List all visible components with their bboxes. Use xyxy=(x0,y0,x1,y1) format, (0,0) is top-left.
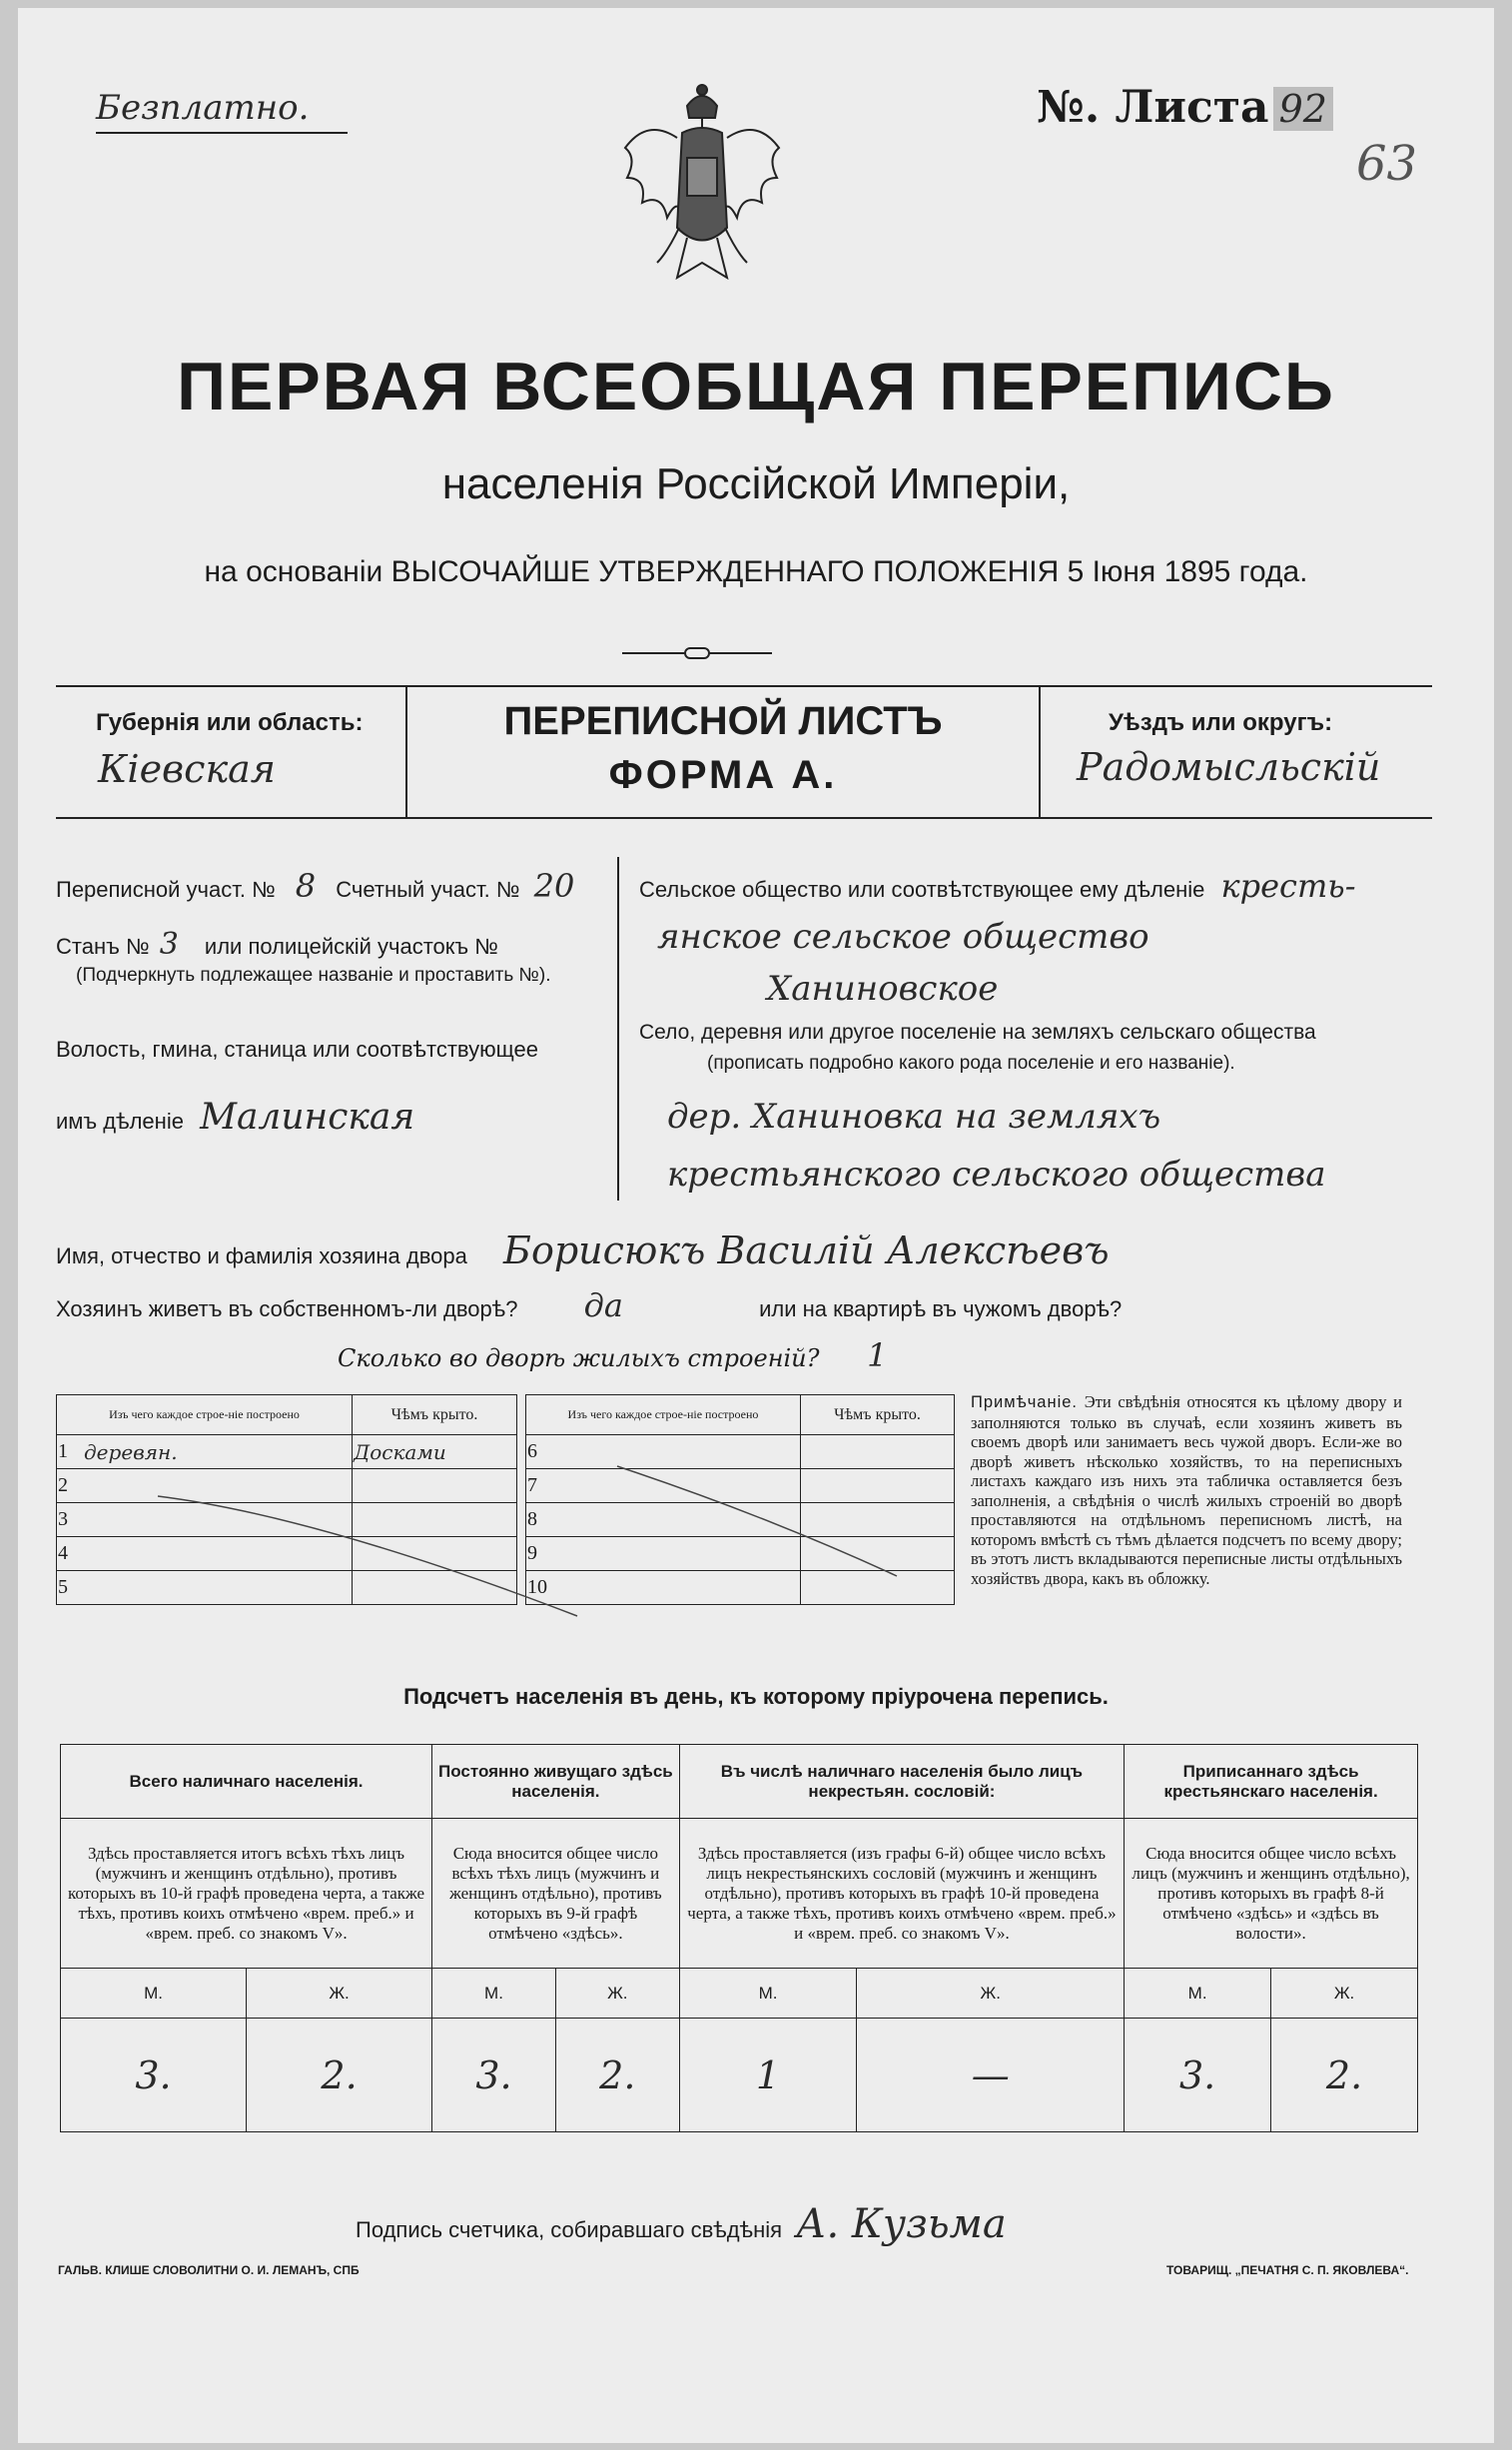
table-row-num: 10 xyxy=(526,1571,557,1605)
sheet-no-value: 92 xyxy=(1273,87,1333,131)
pop-col-title: Постоянно живущаго здѣсь населенія. xyxy=(432,1745,680,1819)
sheet-title: ПЕРЕПИСНОЙ ЛИСТЪ xyxy=(503,699,943,743)
pop-col-desc: Сюда вносится общее число всѣхъ тѣхъ лицъ (мужчинъ и женщинъ отдѣльно), противъ которыхъ въ 9-й графѣ отмѣчено «здѣсь». xyxy=(432,1819,680,1969)
uezd-label: Уѣздъ или округъ: xyxy=(1109,709,1333,736)
pop-value-f: — xyxy=(857,2019,1125,2132)
owner-own-value: да xyxy=(583,1286,623,1324)
table-row-num: 3 xyxy=(57,1503,84,1537)
stan-value: 3 xyxy=(159,927,179,962)
table-row-num: 1 xyxy=(57,1435,84,1469)
count-value: 20 xyxy=(533,867,575,905)
buildings-label: Сколько во дворѣ жилыхъ строеній? xyxy=(338,1344,820,1372)
m-label: М. xyxy=(679,1969,857,2019)
volost-label-2: имъ дѣленіе xyxy=(56,1109,184,1134)
village-value-2: крестьянского сельского общества xyxy=(667,1155,1326,1195)
census-subtitle: населенія Россійской Имперіи, xyxy=(441,459,1071,508)
table-cell-roof: Досками xyxy=(352,1435,516,1469)
free-label-underline xyxy=(96,132,348,134)
society-line xyxy=(639,867,1356,905)
pop-col-desc: Здѣсь проставляется (изъ графы 6-й) общее число всѣхъ лицъ некрестьянскихъ сословій (мужчинъ и женщинъ отдѣльно), противъ которыхъ въ графѣ 10-й проведена черта, а также тѣхъ, противъ коихъ отмѣчено «врем. преб.» и «врем. преб. со знакомъ V». xyxy=(679,1819,1124,1969)
cross-out-strokes xyxy=(118,1456,917,1626)
underline-note: (Подчеркнуть подлежащее названіе и проставить №). xyxy=(76,965,551,986)
pop-value-f: 2. xyxy=(555,2019,679,2132)
table-row-num: 8 xyxy=(526,1503,557,1537)
footer-right: ТОВАРИЩ. „ПЕЧАТНЯ С. П. ЯКОВЛЕВА“. xyxy=(1166,2263,1409,2277)
col-roof: Чѣмъ крыто. xyxy=(352,1395,516,1435)
owner-name-line xyxy=(56,1228,1110,1272)
census-title: ПЕРВАЯ ВСЕОБЩАЯ ПЕРЕПИСЬ xyxy=(177,349,1335,424)
village-note: (прописать подробно какого рода поселеніе и его названіе). xyxy=(707,1053,1235,1074)
sheet-no-prefix: №. Листа xyxy=(1037,82,1269,133)
pop-value-m: 3. xyxy=(432,2019,556,2132)
m-label: М. xyxy=(61,1969,247,2019)
volost-line xyxy=(56,1097,414,1138)
village-label: Село, деревня или другое поселеніе на земляхъ сельскаго общества xyxy=(639,1021,1316,1044)
stan-label: Станъ № xyxy=(56,934,150,959)
table-row-num: 6 xyxy=(526,1435,557,1469)
table-row-num: 7 xyxy=(526,1469,557,1503)
population-table xyxy=(60,1744,1418,2132)
free-label: Безплатно. xyxy=(96,88,310,128)
owner-name-label: Имя, отчество и фамилія хозяина двора xyxy=(56,1243,467,1268)
village-value-1: дер. Ханиновка на земляхъ xyxy=(667,1097,1161,1137)
footer-left: ГАЛЬВ. КЛИШЕ СЛОВОЛИТНИ О. И. ЛЕМАНЪ, СПБ xyxy=(58,2263,360,2277)
volost-value: Малинская xyxy=(200,1097,415,1138)
pop-col-title: Всего наличнаго населенія. xyxy=(61,1745,432,1819)
police-label: или полицейскій участокъ № xyxy=(204,934,498,959)
f-label: Ж. xyxy=(1271,1969,1418,2019)
note-text: Эти свѣдѣнія относятся къ цѣлому двору и заполняются только въ случаѣ, если хозяинъ живетъ въ своемъ дворѣ или занимаетъ весь чужой дворъ. Если-же во дворѣ живетъ нѣсколько хозяйствъ, то на переписныхъ листахъ каждаго изъ нихъ эта табличка оставляется безъ заполненія, а свѣдѣнія о числѣ жилыхъ строеній во дворѣ проставляются на отдѣльномъ переписномъ листѣ, на которомъ вмѣстѣ съ тѣмъ дѣлается подсчетъ по всему двору; въ этотъ листъ вкладываются переписные листы отдѣльныхъ хозяйствъ двора, какъ въ обложку. xyxy=(971,1392,1402,1588)
bleed-through xyxy=(28,158,1484,358)
f-label: Ж. xyxy=(857,1969,1125,2019)
form-box-divider-right xyxy=(1039,685,1041,817)
middle-vertical-divider xyxy=(617,857,619,1201)
gubernia-label: Губернія или область: xyxy=(96,709,364,736)
count-label: Счетный участ. № xyxy=(336,877,520,902)
archive-number: 63 xyxy=(1356,136,1418,192)
m-label: М. xyxy=(1125,1969,1271,2019)
society-value-1: кресть- xyxy=(1220,867,1356,905)
buildings-value: 1 xyxy=(867,1336,888,1374)
pop-value-m: 1 xyxy=(679,2019,857,2132)
table-row-num: 2 xyxy=(57,1469,84,1503)
society-value-2: янское сельское общество xyxy=(657,917,1149,957)
society-value-3: Ханиновское xyxy=(767,969,999,1009)
ornament-divider xyxy=(622,647,772,659)
signature-line xyxy=(356,2201,1007,2247)
m-label: М. xyxy=(432,1969,556,2019)
f-label: Ж. xyxy=(555,1969,679,2019)
form-name: ФОРМА А. xyxy=(608,753,838,797)
population-heading: Подсчетъ населенія въ день, къ которому пріурочена перепись. xyxy=(403,1684,1109,1709)
census-basis: на основаніи ВЫСОЧАЙШЕ УТВЕРЖДЕННАГО ПОЛОЖЕНІЯ 5 Іюня 1895 года. xyxy=(204,555,1308,588)
buildings-line xyxy=(338,1336,888,1374)
sheet-no-label xyxy=(1037,82,1333,133)
note-label: Примѣчаніе. xyxy=(971,1393,1079,1411)
district-line xyxy=(56,867,574,905)
f-label: Ж. xyxy=(247,1969,432,2019)
owner-name-value: Борисюкъ Василій Алексѣевъ xyxy=(503,1228,1110,1272)
district-value: 8 xyxy=(295,867,317,905)
table-cell-material: деревян. xyxy=(83,1435,352,1469)
pop-col-desc: Сюда вносится общее число всѣхъ лицъ (мужчинъ и женщинъ отдѣльно), противъ которыхъ въ графѣ 8-й отмѣчено «здѣсь» и «здѣсь въ волости». xyxy=(1125,1819,1418,1969)
signature-label: Подпись счетчика, собиравшаго свѣдѣнія xyxy=(356,2217,783,2242)
table-row-num: 5 xyxy=(57,1571,84,1605)
col-roof: Чѣмъ крыто. xyxy=(800,1395,954,1435)
note xyxy=(971,1392,1402,1588)
pop-value-f: 2. xyxy=(1271,2019,1418,2132)
table-row-num: 9 xyxy=(526,1537,557,1571)
col-material: Изъ чего каждое строе-ніе построено xyxy=(57,1395,353,1435)
col-material: Изъ чего каждое строе-ніе построено xyxy=(526,1395,801,1435)
uezd-value: Радомысльскій xyxy=(1077,745,1381,789)
owner-own-label: Хозяинъ живетъ въ собственномъ-ли дворѣ? xyxy=(56,1296,518,1321)
pop-value-f: 2. xyxy=(247,2019,432,2132)
society-label: Сельское общество или соотвѣтствующее ему дѣленіе xyxy=(639,877,1205,902)
pop-value-m: 3. xyxy=(61,2019,247,2132)
census-sheet xyxy=(18,8,1494,2443)
stan-line xyxy=(56,927,498,962)
volost-label: Волость, гмина, станица или соотвѣтствующее xyxy=(56,1037,538,1062)
table-row-num: 4 xyxy=(57,1537,84,1571)
pop-col-title: Приписаннаго здѣсь крестьянскаго населенія. xyxy=(1125,1745,1418,1819)
pop-value-m: 3. xyxy=(1125,2019,1271,2132)
owner-own-line xyxy=(56,1286,1122,1324)
pop-col-desc: Здѣсь проставляется итогъ всѣхъ тѣхъ лицъ (мужчинъ и женщинъ отдѣльно), противъ которыхъ въ 10-й графѣ проведена черта, а также тѣхъ, противъ коихъ отмѣчено «врем. преб.» и «врем. преб. со знакомъ V». xyxy=(61,1819,432,1969)
owner-rent-label: или на квартирѣ въ чужомъ дворѣ? xyxy=(759,1296,1123,1321)
district-label: Переписной участ. № xyxy=(56,877,276,902)
signature-value: А. Кузьма xyxy=(796,2201,1007,2247)
gubernia-value: Кіевская xyxy=(98,747,276,791)
pop-col-title: Въ числѣ наличнаго населенія было лицъ некрестьян. сословій: xyxy=(679,1745,1124,1819)
